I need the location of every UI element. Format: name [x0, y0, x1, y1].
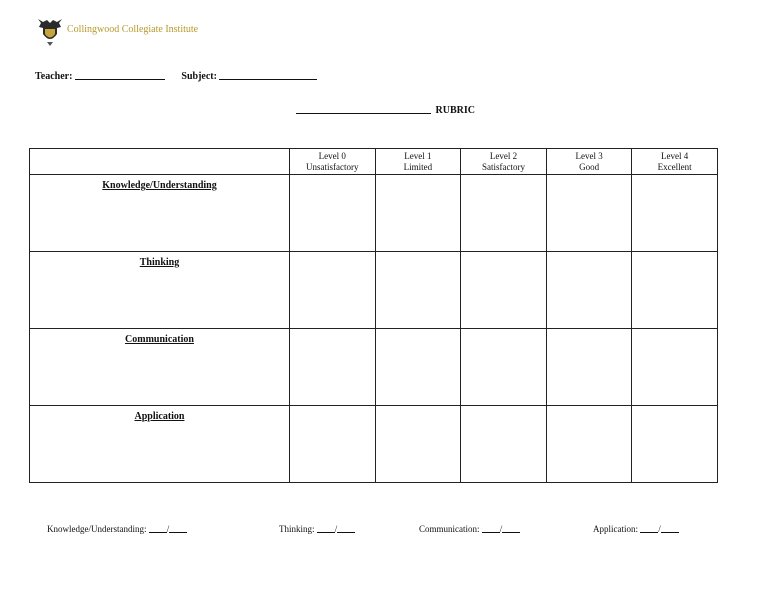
score-label: Thinking: — [279, 524, 315, 534]
rubric-cell[interactable] — [546, 175, 632, 252]
rubric-cell[interactable] — [632, 175, 718, 252]
level-number: Level 1 — [404, 150, 432, 161]
rubric-title — [296, 104, 475, 116]
level-header-cell — [546, 149, 632, 175]
rubric-cell[interactable] — [546, 329, 632, 406]
rubric-cell[interactable] — [632, 329, 718, 406]
level-header-row — [30, 149, 718, 175]
level-header-cell — [632, 149, 718, 175]
score-totals — [0, 524, 768, 538]
school-crest-icon — [35, 17, 65, 47]
score-total-blank[interactable] — [661, 524, 679, 533]
score-label: Communication: — [419, 524, 480, 534]
rubric-cell[interactable] — [290, 329, 376, 406]
criterion-cell — [30, 406, 290, 483]
score-total-blank[interactable] — [334, 524, 355, 534]
level-number: Level 2 — [489, 150, 518, 161]
level-descriptor: Excellent — [657, 161, 692, 172]
score-blank[interactable] — [482, 524, 500, 533]
criterion-label: Communication — [125, 334, 194, 345]
teacher-label: Teacher: — [35, 71, 73, 82]
level-header-cell — [461, 149, 547, 175]
score-total-blank[interactable] — [166, 524, 187, 534]
criterion-cell — [30, 329, 290, 406]
score-thinking — [279, 524, 355, 534]
criterion-row-application — [30, 406, 718, 483]
level-number: Level 3 — [575, 150, 603, 161]
score-total-blank[interactable] — [499, 524, 520, 534]
score-separator: / — [334, 524, 338, 534]
criterion-row-communication — [30, 329, 718, 406]
rubric-cell[interactable] — [461, 252, 547, 329]
school-name: Collingwood Collegiate Institute — [67, 24, 199, 35]
subject-label: Subject: — [181, 71, 217, 82]
criterion-row-thinking — [30, 252, 718, 329]
level-descriptor: Satisfactory — [481, 161, 525, 172]
rubric-cell[interactable] — [632, 406, 718, 483]
rubric-cell[interactable] — [290, 406, 376, 483]
rubric-cell[interactable] — [632, 252, 718, 329]
level-header-cell — [290, 149, 376, 175]
level-descriptor: Limited — [403, 161, 433, 172]
rubric-cell[interactable] — [375, 329, 461, 406]
rubric-cell[interactable] — [461, 175, 547, 252]
rubric-cell[interactable] — [375, 252, 461, 329]
rubric-title-blank[interactable] — [296, 104, 431, 114]
rubric-cell[interactable] — [290, 175, 376, 252]
rubric-cell[interactable] — [546, 406, 632, 483]
score-blank[interactable] — [317, 524, 335, 533]
criterion-label: Thinking — [139, 257, 180, 268]
criterion-cell — [30, 252, 290, 329]
score-separator: / — [658, 524, 661, 534]
score-label: Knowledge/Understanding: — [47, 524, 147, 534]
level-descriptor: Unsatisfactory — [306, 161, 359, 172]
rubric-title-text: RUBRIC — [435, 105, 475, 116]
level-descriptor: Good — [579, 161, 600, 172]
score-separator: / — [499, 524, 503, 534]
level-header-cell — [375, 149, 461, 175]
score-knowledge — [47, 524, 187, 534]
subject-blank[interactable] — [219, 70, 317, 80]
rubric-cell[interactable] — [290, 252, 376, 329]
score-separator: / — [166, 524, 170, 534]
header-fields — [35, 70, 331, 82]
criteria-header-cell — [30, 149, 290, 175]
criterion-label: Application — [134, 411, 185, 422]
score-blank[interactable] — [640, 524, 658, 533]
rubric-cell[interactable] — [546, 252, 632, 329]
criterion-label: Knowledge/Understanding — [102, 180, 217, 191]
rubric-cell[interactable] — [375, 175, 461, 252]
rubric-cell[interactable] — [375, 406, 461, 483]
score-blank[interactable] — [149, 524, 167, 533]
teacher-field[interactable] — [35, 70, 165, 82]
score-communication — [419, 524, 520, 534]
level-number: Level 0 — [318, 150, 346, 161]
criterion-row-knowledge — [30, 175, 718, 252]
level-number: Level 4 — [661, 150, 689, 161]
rubric-cell[interactable] — [461, 406, 547, 483]
teacher-blank[interactable] — [75, 70, 165, 80]
rubric-table — [29, 148, 718, 483]
score-label: Application: — [593, 524, 638, 534]
criterion-cell — [30, 175, 290, 252]
score-application — [593, 524, 679, 534]
subject-field[interactable] — [181, 70, 317, 82]
rubric-cell[interactable] — [461, 329, 547, 406]
